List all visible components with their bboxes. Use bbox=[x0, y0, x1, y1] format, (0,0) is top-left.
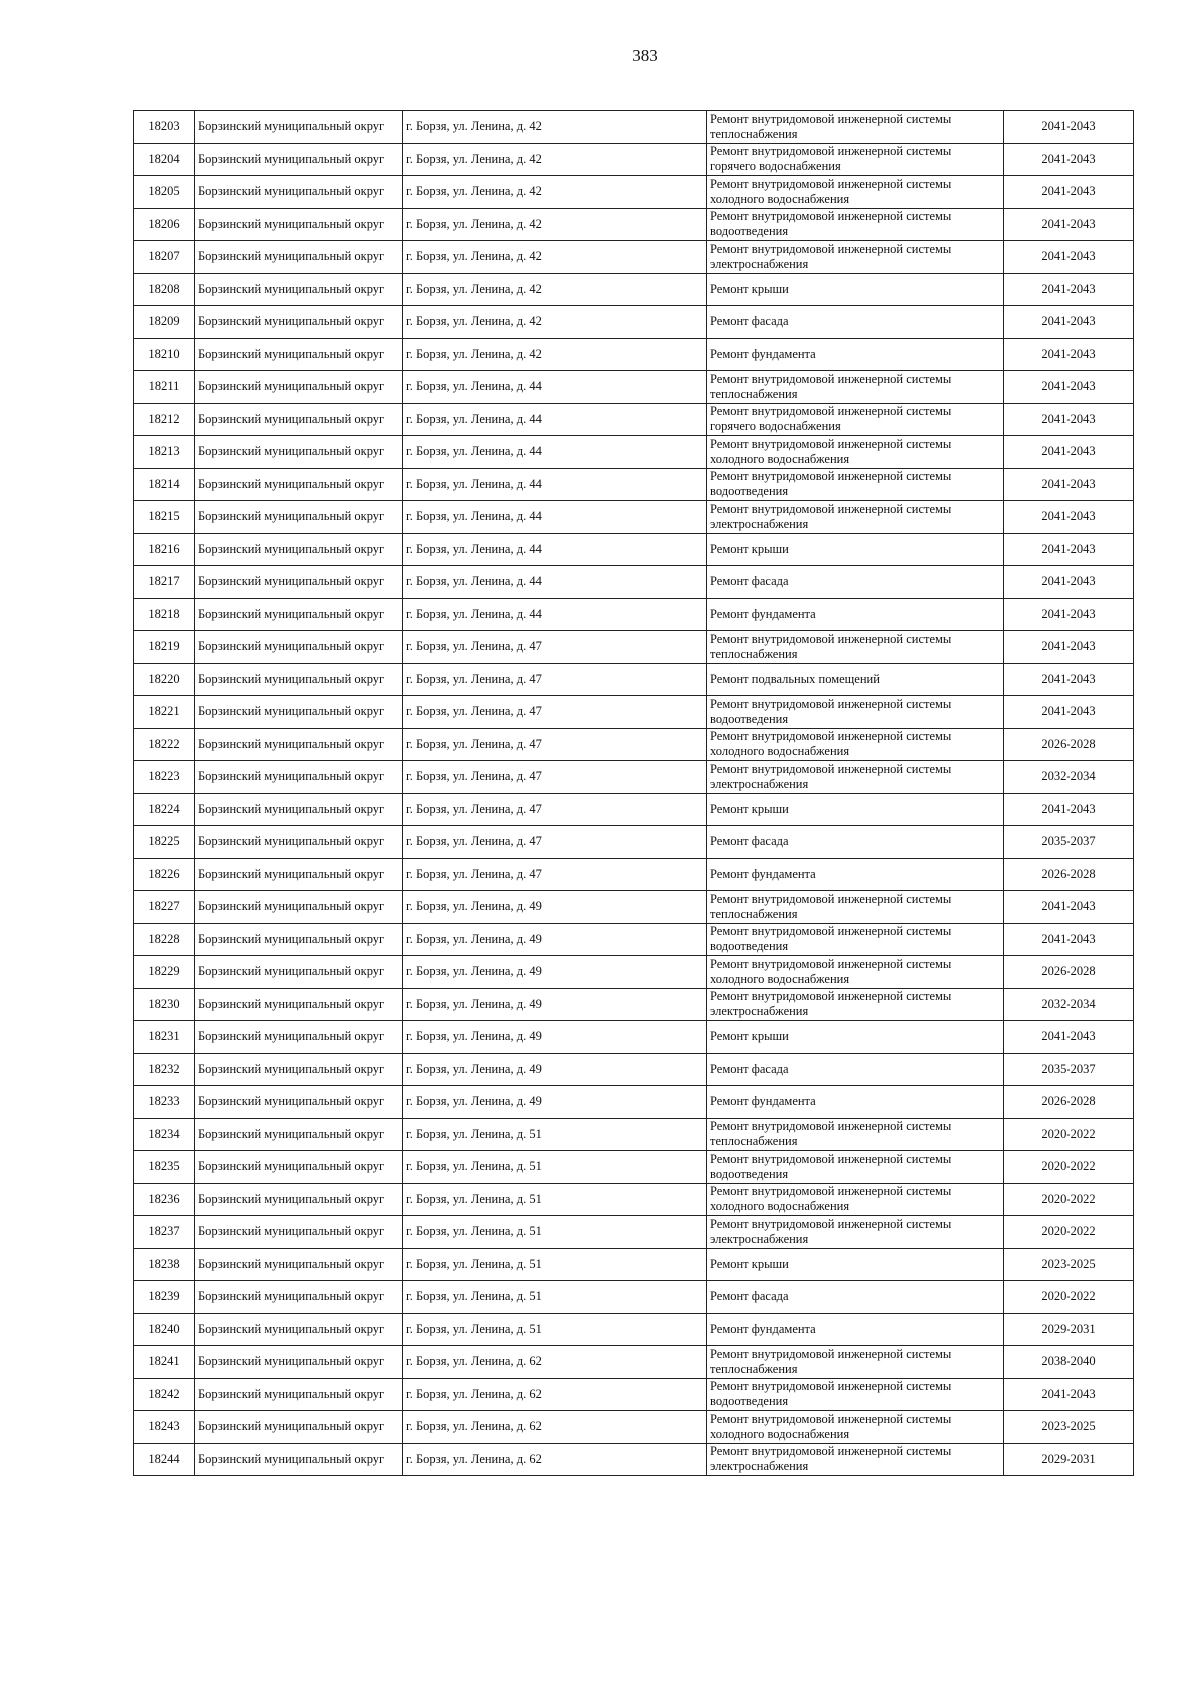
address-cell: г. Борзя, ул. Ленина, д. 62 bbox=[403, 1443, 707, 1476]
work-type-cell: Ремонт внутридомовой инженерной системы холодного водоснабжения bbox=[707, 1183, 1004, 1216]
work-type-cell: Ремонт фундамента bbox=[707, 338, 1004, 371]
municipality-cell: Борзинский муниципальный округ bbox=[195, 663, 403, 696]
row-number-cell: 18227 bbox=[134, 891, 195, 924]
table-row bbox=[134, 501, 1134, 534]
table-row bbox=[134, 533, 1134, 566]
address-cell: г. Борзя, ул. Ленина, д. 47 bbox=[403, 793, 707, 826]
work-type-cell: Ремонт фундамента bbox=[707, 858, 1004, 891]
municipality-cell: Борзинский муниципальный округ bbox=[195, 631, 403, 664]
work-type-cell: Ремонт крыши bbox=[707, 793, 1004, 826]
page-number: 383 bbox=[632, 46, 658, 65]
row-number-cell: 18207 bbox=[134, 241, 195, 274]
address-cell: г. Борзя, ул. Ленина, д. 42 bbox=[403, 111, 707, 144]
work-type-cell: Ремонт внутридомовой инженерной системы теплоснабжения bbox=[707, 1118, 1004, 1151]
table-row bbox=[134, 1216, 1134, 1249]
municipality-cell: Борзинский муниципальный округ bbox=[195, 533, 403, 566]
row-number-cell: 18234 bbox=[134, 1118, 195, 1151]
table-row bbox=[134, 598, 1134, 631]
address-cell: г. Борзя, ул. Ленина, д. 44 bbox=[403, 533, 707, 566]
address-cell: г. Борзя, ул. Ленина, д. 42 bbox=[403, 273, 707, 306]
row-number-cell: 18214 bbox=[134, 468, 195, 501]
table-row bbox=[134, 1346, 1134, 1379]
period-cell: 2026-2028 bbox=[1004, 858, 1134, 891]
table-row bbox=[134, 956, 1134, 989]
work-type-cell: Ремонт крыши bbox=[707, 273, 1004, 306]
municipality-cell: Борзинский муниципальный округ bbox=[195, 1151, 403, 1184]
address-cell: г. Борзя, ул. Ленина, д. 44 bbox=[403, 403, 707, 436]
address-cell: г. Борзя, ул. Ленина, д. 49 bbox=[403, 1021, 707, 1054]
work-type-cell: Ремонт внутридомовой инженерной системы горячего водоснабжения bbox=[707, 403, 1004, 436]
table-row bbox=[134, 826, 1134, 859]
work-type-cell: Ремонт внутридомовой инженерной системы водоотведения bbox=[707, 1378, 1004, 1411]
period-cell: 2029-2031 bbox=[1004, 1443, 1134, 1476]
period-cell: 2020-2022 bbox=[1004, 1118, 1134, 1151]
work-type-cell: Ремонт подвальных помещений bbox=[707, 663, 1004, 696]
work-type-cell: Ремонт внутридомовой инженерной системы водоотведения bbox=[707, 923, 1004, 956]
row-number-cell: 18239 bbox=[134, 1281, 195, 1314]
work-type-cell: Ремонт фасада bbox=[707, 566, 1004, 599]
row-number-cell: 18222 bbox=[134, 728, 195, 761]
municipality-cell: Борзинский муниципальный округ bbox=[195, 1313, 403, 1346]
address-cell: г. Борзя, ул. Ленина, д. 47 bbox=[403, 858, 707, 891]
work-type-cell: Ремонт внутридомовой инженерной системы электроснабжения bbox=[707, 761, 1004, 794]
row-number-cell: 18218 bbox=[134, 598, 195, 631]
municipality-cell: Борзинский муниципальный округ bbox=[195, 208, 403, 241]
work-type-cell: Ремонт внутридомовой инженерной системы водоотведения bbox=[707, 696, 1004, 729]
period-cell: 2041-2043 bbox=[1004, 923, 1134, 956]
period-cell: 2020-2022 bbox=[1004, 1151, 1134, 1184]
table-row bbox=[134, 761, 1134, 794]
work-type-cell: Ремонт внутридомовой инженерной системы горячего водоснабжения bbox=[707, 143, 1004, 176]
table-row bbox=[134, 631, 1134, 664]
work-type-cell: Ремонт внутридомовой инженерной системы теплоснабжения bbox=[707, 631, 1004, 664]
address-cell: г. Борзя, ул. Ленина, д. 51 bbox=[403, 1248, 707, 1281]
table-row bbox=[134, 468, 1134, 501]
table-row bbox=[134, 241, 1134, 274]
municipality-cell: Борзинский муниципальный округ bbox=[195, 111, 403, 144]
table-row bbox=[134, 1281, 1134, 1314]
municipality-cell: Борзинский муниципальный округ bbox=[195, 1411, 403, 1444]
row-number-cell: 18241 bbox=[134, 1346, 195, 1379]
work-type-cell: Ремонт внутридомовой инженерной системы теплоснабжения bbox=[707, 891, 1004, 924]
row-number-cell: 18211 bbox=[134, 371, 195, 404]
row-number-cell: 18221 bbox=[134, 696, 195, 729]
municipality-cell: Борзинский муниципальный округ bbox=[195, 728, 403, 761]
municipality-cell: Борзинский муниципальный округ bbox=[195, 1281, 403, 1314]
work-type-cell: Ремонт внутридомовой инженерной системы теплоснабжения bbox=[707, 1346, 1004, 1379]
table-row bbox=[134, 1053, 1134, 1086]
period-cell: 2041-2043 bbox=[1004, 1021, 1134, 1054]
table-row bbox=[134, 663, 1134, 696]
address-cell: г. Борзя, ул. Ленина, д. 51 bbox=[403, 1118, 707, 1151]
period-cell: 2041-2043 bbox=[1004, 501, 1134, 534]
address-cell: г. Борзя, ул. Ленина, д. 44 bbox=[403, 566, 707, 599]
address-cell: г. Борзя, ул. Ленина, д. 49 bbox=[403, 1086, 707, 1119]
row-number-cell: 18220 bbox=[134, 663, 195, 696]
work-type-cell: Ремонт фундамента bbox=[707, 598, 1004, 631]
row-number-cell: 18230 bbox=[134, 988, 195, 1021]
address-cell: г. Борзя, ул. Ленина, д. 44 bbox=[403, 371, 707, 404]
period-cell: 2041-2043 bbox=[1004, 663, 1134, 696]
table-row bbox=[134, 208, 1134, 241]
work-type-cell: Ремонт внутридомовой инженерной системы водоотведения bbox=[707, 208, 1004, 241]
address-cell: г. Борзя, ул. Ленина, д. 49 bbox=[403, 891, 707, 924]
address-cell: г. Борзя, ул. Ленина, д. 42 bbox=[403, 241, 707, 274]
work-type-cell: Ремонт крыши bbox=[707, 1248, 1004, 1281]
period-cell: 2020-2022 bbox=[1004, 1216, 1134, 1249]
row-number-cell: 18206 bbox=[134, 208, 195, 241]
table-row bbox=[134, 1118, 1134, 1151]
row-number-cell: 18235 bbox=[134, 1151, 195, 1184]
period-cell: 2032-2034 bbox=[1004, 988, 1134, 1021]
address-cell: г. Борзя, ул. Ленина, д. 42 bbox=[403, 338, 707, 371]
row-number-cell: 18205 bbox=[134, 176, 195, 209]
row-number-cell: 18232 bbox=[134, 1053, 195, 1086]
address-cell: г. Борзя, ул. Ленина, д. 47 bbox=[403, 761, 707, 794]
table-row bbox=[134, 436, 1134, 469]
row-number-cell: 18203 bbox=[134, 111, 195, 144]
address-cell: г. Борзя, ул. Ленина, д. 42 bbox=[403, 176, 707, 209]
municipality-cell: Борзинский муниципальный округ bbox=[195, 988, 403, 1021]
row-number-cell: 18204 bbox=[134, 143, 195, 176]
municipality-cell: Борзинский муниципальный округ bbox=[195, 468, 403, 501]
row-number-cell: 18231 bbox=[134, 1021, 195, 1054]
row-number-cell: 18209 bbox=[134, 306, 195, 339]
period-cell: 2035-2037 bbox=[1004, 1053, 1134, 1086]
table-row bbox=[134, 696, 1134, 729]
period-cell: 2041-2043 bbox=[1004, 111, 1134, 144]
period-cell: 2041-2043 bbox=[1004, 403, 1134, 436]
row-number-cell: 18237 bbox=[134, 1216, 195, 1249]
municipality-cell: Борзинский муниципальный округ bbox=[195, 1118, 403, 1151]
period-cell: 2035-2037 bbox=[1004, 826, 1134, 859]
table-row bbox=[134, 728, 1134, 761]
period-cell: 2041-2043 bbox=[1004, 273, 1134, 306]
municipality-cell: Борзинский муниципальный округ bbox=[195, 143, 403, 176]
municipality-cell: Борзинский муниципальный округ bbox=[195, 1086, 403, 1119]
work-type-cell: Ремонт крыши bbox=[707, 1021, 1004, 1054]
period-cell: 2041-2043 bbox=[1004, 468, 1134, 501]
address-cell: г. Борзя, ул. Ленина, д. 42 bbox=[403, 143, 707, 176]
address-cell: г. Борзя, ул. Ленина, д. 51 bbox=[403, 1183, 707, 1216]
period-cell: 2041-2043 bbox=[1004, 598, 1134, 631]
work-type-cell: Ремонт внутридомовой инженерной системы электроснабжения bbox=[707, 1443, 1004, 1476]
address-cell: г. Борзя, ул. Ленина, д. 47 bbox=[403, 631, 707, 664]
period-cell: 2026-2028 bbox=[1004, 956, 1134, 989]
municipality-cell: Борзинский муниципальный округ bbox=[195, 761, 403, 794]
address-cell: г. Борзя, ул. Ленина, д. 44 bbox=[403, 598, 707, 631]
table-row bbox=[134, 1086, 1134, 1119]
municipality-cell: Борзинский муниципальный округ bbox=[195, 1346, 403, 1379]
municipality-cell: Борзинский муниципальный округ bbox=[195, 1378, 403, 1411]
row-number-cell: 18240 bbox=[134, 1313, 195, 1346]
table-row bbox=[134, 306, 1134, 339]
address-cell: г. Борзя, ул. Ленина, д. 47 bbox=[403, 826, 707, 859]
address-cell: г. Борзя, ул. Ленина, д. 49 bbox=[403, 1053, 707, 1086]
row-number-cell: 18217 bbox=[134, 566, 195, 599]
work-type-cell: Ремонт внутридомовой инженерной системы холодного водоснабжения bbox=[707, 1411, 1004, 1444]
period-cell: 2041-2043 bbox=[1004, 631, 1134, 664]
work-type-cell: Ремонт внутридомовой инженерной системы водоотведения bbox=[707, 468, 1004, 501]
municipality-cell: Борзинский муниципальный округ bbox=[195, 956, 403, 989]
municipality-cell: Борзинский муниципальный округ bbox=[195, 1443, 403, 1476]
row-number-cell: 18244 bbox=[134, 1443, 195, 1476]
period-cell: 2041-2043 bbox=[1004, 533, 1134, 566]
table-body bbox=[134, 111, 1134, 1476]
work-type-cell: Ремонт внутридомовой инженерной системы электроснабжения bbox=[707, 241, 1004, 274]
period-cell: 2041-2043 bbox=[1004, 143, 1134, 176]
municipality-cell: Борзинский муниципальный округ bbox=[195, 923, 403, 956]
period-cell: 2026-2028 bbox=[1004, 728, 1134, 761]
work-type-cell: Ремонт внутридомовой инженерной системы теплоснабжения bbox=[707, 371, 1004, 404]
municipality-cell: Борзинский муниципальный округ bbox=[195, 338, 403, 371]
table-row bbox=[134, 1183, 1134, 1216]
row-number-cell: 18223 bbox=[134, 761, 195, 794]
table-row bbox=[134, 143, 1134, 176]
row-number-cell: 18238 bbox=[134, 1248, 195, 1281]
work-type-cell: Ремонт внутридомовой инженерной системы холодного водоснабжения bbox=[707, 728, 1004, 761]
municipality-cell: Борзинский муниципальный округ bbox=[195, 436, 403, 469]
municipality-cell: Борзинский муниципальный округ bbox=[195, 598, 403, 631]
row-number-cell: 18226 bbox=[134, 858, 195, 891]
period-cell: 2041-2043 bbox=[1004, 176, 1134, 209]
work-type-cell: Ремонт внутридомовой инженерной системы водоотведения bbox=[707, 1151, 1004, 1184]
municipality-cell: Борзинский муниципальный округ bbox=[195, 176, 403, 209]
row-number-cell: 18210 bbox=[134, 338, 195, 371]
address-cell: г. Борзя, ул. Ленина, д. 42 bbox=[403, 208, 707, 241]
table-row bbox=[134, 1313, 1134, 1346]
period-cell: 2029-2031 bbox=[1004, 1313, 1134, 1346]
municipality-cell: Борзинский муниципальный округ bbox=[195, 501, 403, 534]
address-cell: г. Борзя, ул. Ленина, д. 51 bbox=[403, 1313, 707, 1346]
period-cell: 2041-2043 bbox=[1004, 891, 1134, 924]
municipality-cell: Борзинский муниципальный округ bbox=[195, 858, 403, 891]
table-row bbox=[134, 111, 1134, 144]
table-row bbox=[134, 371, 1134, 404]
period-cell: 2041-2043 bbox=[1004, 306, 1134, 339]
work-type-cell: Ремонт внутридомовой инженерной системы холодного водоснабжения bbox=[707, 176, 1004, 209]
row-number-cell: 18208 bbox=[134, 273, 195, 306]
row-number-cell: 18243 bbox=[134, 1411, 195, 1444]
address-cell: г. Борзя, ул. Ленина, д. 62 bbox=[403, 1411, 707, 1444]
municipality-cell: Борзинский муниципальный округ bbox=[195, 273, 403, 306]
work-type-cell: Ремонт фасада bbox=[707, 306, 1004, 339]
address-cell: г. Борзя, ул. Ленина, д. 51 bbox=[403, 1281, 707, 1314]
municipality-cell: Борзинский муниципальный округ bbox=[195, 793, 403, 826]
row-number-cell: 18224 bbox=[134, 793, 195, 826]
municipality-cell: Борзинский муниципальный округ bbox=[195, 241, 403, 274]
table-row bbox=[134, 176, 1134, 209]
work-type-cell: Ремонт внутридомовой инженерной системы электроснабжения bbox=[707, 501, 1004, 534]
work-type-cell: Ремонт фундамента bbox=[707, 1313, 1004, 1346]
municipality-cell: Борзинский муниципальный округ bbox=[195, 403, 403, 436]
repair-schedule-table bbox=[133, 110, 1134, 1476]
municipality-cell: Борзинский муниципальный округ bbox=[195, 696, 403, 729]
period-cell: 2020-2022 bbox=[1004, 1281, 1134, 1314]
row-number-cell: 18242 bbox=[134, 1378, 195, 1411]
work-type-cell: Ремонт внутридомовой инженерной системы теплоснабжения bbox=[707, 111, 1004, 144]
row-number-cell: 18225 bbox=[134, 826, 195, 859]
table-row bbox=[134, 988, 1134, 1021]
period-cell: 2041-2043 bbox=[1004, 241, 1134, 274]
table-row bbox=[134, 273, 1134, 306]
address-cell: г. Борзя, ул. Ленина, д. 42 bbox=[403, 306, 707, 339]
table-row bbox=[134, 1443, 1134, 1476]
work-type-cell: Ремонт фасада bbox=[707, 1281, 1004, 1314]
address-cell: г. Борзя, ул. Ленина, д. 62 bbox=[403, 1346, 707, 1379]
address-cell: г. Борзя, ул. Ленина, д. 49 bbox=[403, 956, 707, 989]
work-type-cell: Ремонт крыши bbox=[707, 533, 1004, 566]
row-number-cell: 18212 bbox=[134, 403, 195, 436]
table-row bbox=[134, 891, 1134, 924]
work-type-cell: Ремонт внутридомовой инженерной системы электроснабжения bbox=[707, 1216, 1004, 1249]
table-row bbox=[134, 338, 1134, 371]
municipality-cell: Борзинский муниципальный округ bbox=[195, 1053, 403, 1086]
work-type-cell: Ремонт внутридомовой инженерной системы холодного водоснабжения bbox=[707, 956, 1004, 989]
row-number-cell: 18213 bbox=[134, 436, 195, 469]
address-cell: г. Борзя, ул. Ленина, д. 51 bbox=[403, 1151, 707, 1184]
period-cell: 2041-2043 bbox=[1004, 566, 1134, 599]
period-cell: 2041-2043 bbox=[1004, 371, 1134, 404]
address-cell: г. Борзя, ул. Ленина, д. 47 bbox=[403, 663, 707, 696]
address-cell: г. Борзя, ул. Ленина, д. 47 bbox=[403, 728, 707, 761]
work-type-cell: Ремонт фасада bbox=[707, 826, 1004, 859]
period-cell: 2038-2040 bbox=[1004, 1346, 1134, 1379]
period-cell: 2032-2034 bbox=[1004, 761, 1134, 794]
table-row bbox=[134, 1248, 1134, 1281]
table-row bbox=[134, 1378, 1134, 1411]
table-row bbox=[134, 403, 1134, 436]
period-cell: 2023-2025 bbox=[1004, 1411, 1134, 1444]
row-number-cell: 18233 bbox=[134, 1086, 195, 1119]
row-number-cell: 18216 bbox=[134, 533, 195, 566]
table-row bbox=[134, 1151, 1134, 1184]
address-cell: г. Борзя, ул. Ленина, д. 44 bbox=[403, 436, 707, 469]
address-cell: г. Борзя, ул. Ленина, д. 49 bbox=[403, 988, 707, 1021]
table-row bbox=[134, 793, 1134, 826]
table-row bbox=[134, 858, 1134, 891]
work-type-cell: Ремонт фасада bbox=[707, 1053, 1004, 1086]
period-cell: 2041-2043 bbox=[1004, 338, 1134, 371]
address-cell: г. Борзя, ул. Ленина, д. 44 bbox=[403, 501, 707, 534]
municipality-cell: Борзинский муниципальный округ bbox=[195, 826, 403, 859]
work-type-cell: Ремонт фундамента bbox=[707, 1086, 1004, 1119]
address-cell: г. Борзя, ул. Ленина, д. 62 bbox=[403, 1378, 707, 1411]
municipality-cell: Борзинский муниципальный округ bbox=[195, 566, 403, 599]
period-cell: 2041-2043 bbox=[1004, 1378, 1134, 1411]
table-row bbox=[134, 1021, 1134, 1054]
municipality-cell: Борзинский муниципальный округ bbox=[195, 891, 403, 924]
row-number-cell: 18229 bbox=[134, 956, 195, 989]
period-cell: 2023-2025 bbox=[1004, 1248, 1134, 1281]
address-cell: г. Борзя, ул. Ленина, д. 51 bbox=[403, 1216, 707, 1249]
address-cell: г. Борзя, ул. Ленина, д. 44 bbox=[403, 468, 707, 501]
address-cell: г. Борзя, ул. Ленина, д. 47 bbox=[403, 696, 707, 729]
municipality-cell: Борзинский муниципальный округ bbox=[195, 1021, 403, 1054]
period-cell: 2020-2022 bbox=[1004, 1183, 1134, 1216]
municipality-cell: Борзинский муниципальный округ bbox=[195, 1216, 403, 1249]
municipality-cell: Борзинский муниципальный округ bbox=[195, 306, 403, 339]
period-cell: 2041-2043 bbox=[1004, 696, 1134, 729]
period-cell: 2041-2043 bbox=[1004, 208, 1134, 241]
address-cell: г. Борзя, ул. Ленина, д. 49 bbox=[403, 923, 707, 956]
row-number-cell: 18236 bbox=[134, 1183, 195, 1216]
table-row bbox=[134, 923, 1134, 956]
period-cell: 2041-2043 bbox=[1004, 793, 1134, 826]
municipality-cell: Борзинский муниципальный округ bbox=[195, 1183, 403, 1216]
period-cell: 2041-2043 bbox=[1004, 436, 1134, 469]
period-cell: 2026-2028 bbox=[1004, 1086, 1134, 1119]
work-type-cell: Ремонт внутридомовой инженерной системы электроснабжения bbox=[707, 988, 1004, 1021]
municipality-cell: Борзинский муниципальный округ bbox=[195, 1248, 403, 1281]
row-number-cell: 18219 bbox=[134, 631, 195, 664]
table-row bbox=[134, 566, 1134, 599]
row-number-cell: 18215 bbox=[134, 501, 195, 534]
municipality-cell: Борзинский муниципальный округ bbox=[195, 371, 403, 404]
table-row bbox=[134, 1411, 1134, 1444]
row-number-cell: 18228 bbox=[134, 923, 195, 956]
work-type-cell: Ремонт внутридомовой инженерной системы холодного водоснабжения bbox=[707, 436, 1004, 469]
